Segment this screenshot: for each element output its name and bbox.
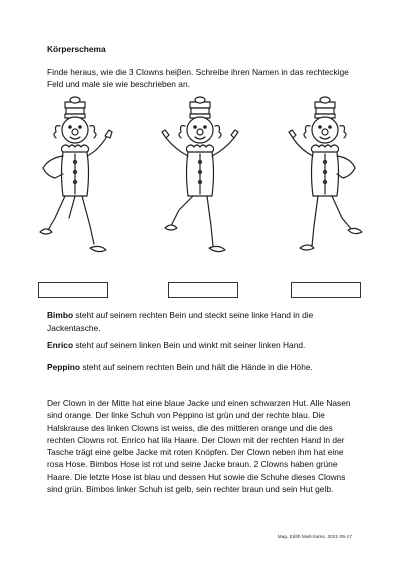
clown-left-drawing: [20, 90, 130, 280]
clue-text: steht auf seinem linken Bein und winkt mit seiner linken Hand.: [73, 340, 306, 350]
clown-middle: [145, 90, 255, 280]
name-box-left[interactable]: [38, 282, 108, 298]
worksheet-title: Körperschema: [47, 44, 106, 54]
clue-bimbo: [47, 309, 357, 334]
clue-enrico: [47, 339, 357, 352]
clue-peppino: [47, 361, 357, 374]
clue-text: steht auf seinem rechten Bein und steckt seine linke Hand in die Jackentasche.: [47, 310, 314, 333]
clown-middle-drawing: [145, 90, 255, 280]
clue-name: Enrico: [47, 340, 74, 350]
coloring-description: Der Clown in der Mitte hat eine blaue Jacke und einen schwarzen Hut. Alle Nasen sind orange. Der linke Schuh von Peppino ist grün und der rechte blau. Die Halskrause des linken Clowns ist weiss, die des mittleren orange und die des rechten Clowns rot. Enrico hat lila Haare. Der Clown mit der rechten Hand in der Tasche trägt eine gelbe Jacke mit roten Knöpfen. Der Clown neben ihm hat eine rosa Hose. Bimbos Hose ist rot und seine Jacke braun. 2 Clowns haben grüne Haare. Die letzte Hose ist blau und dessen Hut sowie die Schuhe dieses Clowns sind grün. Bimbos linker Schuh ist gelb, sein rechter braun und sein Hut gelb.: [47, 398, 351, 495]
instructions: Finde heraus, wie die 3 Clowns heiβen. Schreibe ihren Namen in das rechteckige Feld und male sie wie beschrieben an.: [47, 67, 349, 90]
clown-right-drawing: [270, 90, 380, 280]
name-box-middle[interactable]: [168, 282, 238, 298]
clown-right: [270, 90, 380, 280]
clown-left: [20, 90, 130, 280]
clue-name: Peppino: [47, 362, 81, 372]
clue-name: Bimbo: [47, 310, 74, 320]
name-box-right[interactable]: [291, 282, 361, 298]
clue-text: steht auf seinem rechten Bein und hält die Hände in die Höhe.: [80, 362, 313, 372]
clown-illustrations: [20, 90, 380, 280]
author-footer: Mag. Edith Malt-Sams, 2021-05-17: [277, 535, 352, 540]
